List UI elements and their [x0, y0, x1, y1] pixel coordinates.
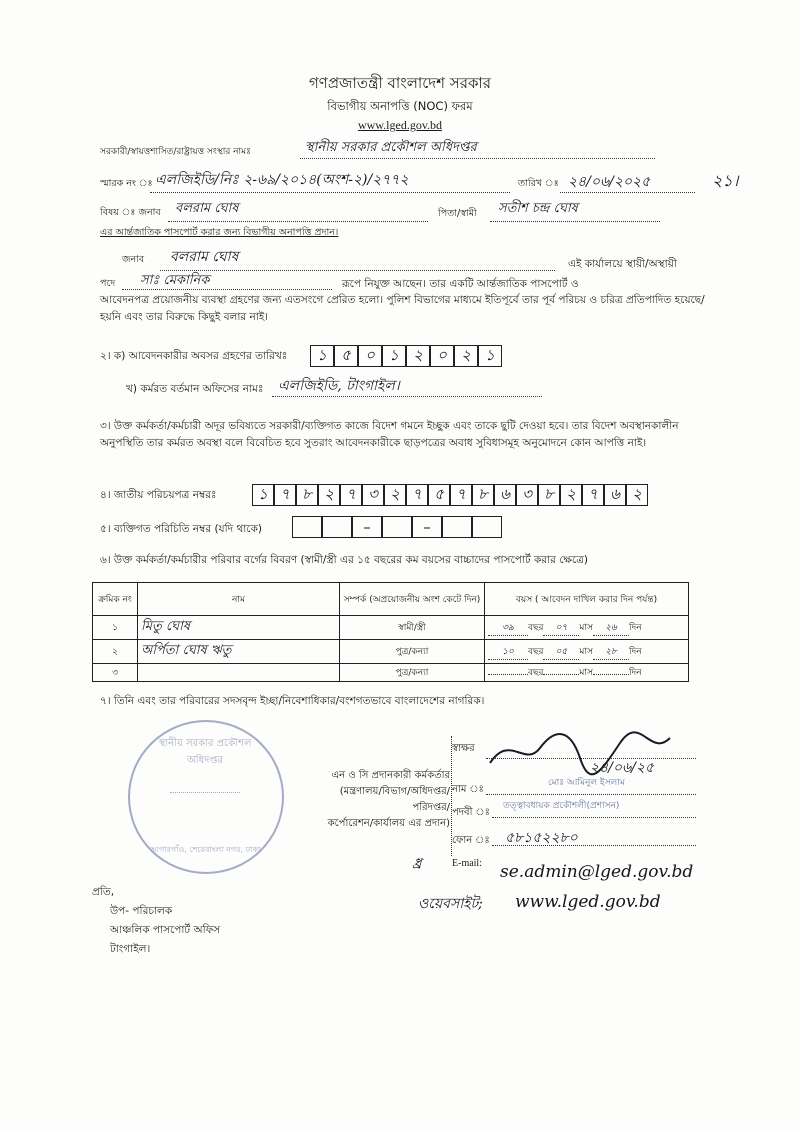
row-serial: ৩: [93, 664, 138, 682]
digit-box: ৭: [450, 484, 472, 506]
digit-box: ২: [318, 484, 340, 506]
digit-box: ৭: [406, 484, 428, 506]
digit-box: ৭: [340, 484, 362, 506]
row-relation: পুত্র/কন্যা: [340, 664, 485, 682]
row-age: [485, 640, 689, 664]
org-value: স্থানীয় সরকার প্রকৌশল অধিদপ্তর: [305, 140, 477, 155]
digit-box: ৬: [604, 484, 626, 506]
age-days: ২৬: [593, 620, 629, 636]
q2b-value: এলজিইডি, টাংগাইল।: [278, 378, 400, 394]
intro-pode: পদে: [100, 278, 116, 289]
digit-box: ৮: [472, 484, 494, 506]
q4-label: ৪। জাতীয় পরিচয়পত্র নম্বরঃ: [100, 489, 217, 501]
digit-box: ১: [478, 345, 502, 367]
intro-name: বলরাম ঘোষ: [170, 249, 239, 265]
q2a-label: ২। ক) আবেদনকারীর অবসর গ্রহণের তারিখঃ: [100, 350, 288, 362]
intro-janab: জনাব: [122, 254, 145, 265]
father-label: পিতা/স্বামী: [438, 208, 477, 219]
authority-line3: কর্পোরেশন/কার্যালয় এর প্রদান): [327, 818, 450, 829]
intro-designation: সাঃ মেকানিক: [140, 273, 210, 288]
digit-box: ৭: [274, 484, 296, 506]
q3-paragraph: ৩। উক্ত কর্মকর্তা/কর্মচারী অদূর ভবিষ্যতে সরকারী/ব্যক্তিগত কাজে বিদেশ গমনে ইচ্ছুক এবং তাকে ছুটি দেওয়া হবে। তার বিদেশ অবস্থানকালীন অনুপস্থিতি তার কর্মরত অবস্থা বলে বিবেচিত হবে সুতরাং আবেদনকারীকে ছাড়পত্রের অবাধ সুবিধাসমূহ অনুমোদনে কোন আপত্তি নাই।: [100, 420, 679, 449]
initial-mark: ধ্র: [412, 856, 422, 872]
unit-year: বছর: [528, 646, 544, 657]
col-serial: ক্রমিক নং: [93, 583, 138, 616]
unit-day: দিন: [628, 646, 642, 657]
phone-label: ফোন ঃ: [452, 835, 490, 846]
retirement-date-boxes: [310, 345, 502, 367]
digit-box: ০: [358, 345, 382, 367]
digit-box: ৫: [334, 345, 358, 367]
digit-box: ২: [626, 484, 648, 506]
digit-box: ৩: [362, 484, 384, 506]
row-serial: ২: [93, 640, 138, 664]
row-relation: পুত্র/কন্যা: [340, 640, 485, 664]
sign-label: স্বাক্ষর: [452, 743, 475, 754]
table-row: [93, 664, 689, 682]
office-seal: [128, 720, 284, 874]
digit-box: ১: [382, 345, 406, 367]
age-days: ২৮: [593, 644, 629, 660]
digit-box: ৭: [582, 484, 604, 506]
website-link[interactable]: www.lged.gov.bd: [357, 118, 443, 132]
digit-box: ১: [252, 484, 274, 506]
unit-year: বছর: [528, 668, 544, 678]
digit-box: ৮: [538, 484, 560, 506]
digit-box: ০: [430, 345, 454, 367]
age-years: ১০: [488, 644, 528, 660]
sign-date: ২৪/০৬/২৫: [590, 760, 655, 776]
age-months: ০৭: [543, 620, 579, 636]
digit-box: [322, 516, 352, 538]
recipient-block: [92, 883, 220, 959]
q2b-label: খ) কর্মরত বর্তমান অফিসের নামঃ: [126, 383, 264, 395]
memo-date: ২৪/০৬/২০২৫: [568, 174, 651, 190]
col-age: বয়স ( আবেদন দাখিল করার দিন পর্যন্ত): [485, 583, 689, 616]
digit-box: [382, 516, 412, 538]
date-label: তারিখ ঃ: [518, 178, 559, 189]
email-label: E-mail:: [452, 858, 482, 869]
q5-label: ৫। ব্যক্তিগত পরিচিতি নম্বর (যদি থাকে): [100, 523, 262, 535]
digit-box: ২: [406, 345, 430, 367]
digit-box: [472, 516, 502, 538]
web-value[interactable]: www.lged.gov.bd: [515, 892, 661, 912]
recipient-to: প্রতি,: [92, 886, 115, 898]
col-relation: সম্পর্ক (অপ্রয়োজনীয় অংশ কেটে দিন): [340, 583, 485, 616]
age-years: [488, 674, 528, 675]
unit-month: মাস: [579, 668, 593, 678]
post-label: পদবী ঃ: [452, 807, 490, 818]
intro-office: এই কার্যালয়ে স্থায়ী/অস্থায়ী: [568, 258, 677, 270]
digit-box: [292, 516, 322, 538]
table-row: [93, 640, 689, 664]
digit-box: [442, 516, 472, 538]
unit-month: মাস: [579, 646, 593, 657]
seal-bottom: আগারগাঁও, শেরেবাংলা নগর, ঢাকা: [149, 845, 261, 854]
digit-box: ২: [454, 345, 478, 367]
page-title: গণপ্রজাতন্ত্রী বাংলাদেশ সরকার: [308, 74, 492, 92]
row-serial: ১: [93, 616, 138, 640]
form-subtitle: বিভাগীয় অনাপত্তি (NOC) ফরম: [327, 99, 473, 113]
row-name: অর্পিতা ঘোষ ঋতু: [138, 640, 340, 664]
row-name: [138, 664, 340, 682]
digit-box: ৩: [516, 484, 538, 506]
digit-box: ১: [310, 345, 334, 367]
digit-box: –: [412, 516, 442, 538]
org-label: সরকারী/স্বায়ত্তশাসিত/রাষ্ট্রায়ত্ত সংস্থার নামঃ: [100, 147, 251, 157]
recipient-line1: উপ- পরিচালক: [110, 905, 173, 917]
digit-box: –: [352, 516, 382, 538]
row-name: মিতু ঘোষ: [138, 616, 340, 640]
unit-day: দিন: [628, 622, 642, 633]
name-value: মোঃ আমিনুল ইসলাম: [548, 778, 625, 788]
row-relation: স্বামী/স্ত্রী: [340, 616, 485, 640]
subject-line2: এর আর্ন্তজাতিক পাসপোর্ট করার জন্য বিভাগীয় অনাপত্তি প্রদান।: [100, 227, 339, 238]
phone-value: ৫৮১৫২২৮০: [505, 830, 578, 846]
authority-line2: (মন্ত্রণালয়/বিভাগ/অধিদপ্তর/পরিদপ্তর/: [339, 786, 450, 813]
table-row: [93, 616, 689, 640]
age-months: ০৫: [543, 644, 579, 660]
father-value: সতীশ চন্দ্র ঘোষ: [498, 201, 578, 216]
digit-box: ২: [560, 484, 582, 506]
memo-number: এলজিইডি/নিঃ ২-৬৯/২০১৪(অংশ-২)/২৭৭২: [155, 172, 409, 188]
memo-label: স্মারক নং ঃ: [100, 178, 153, 189]
q6-label: ৬। উক্ত কর্মকর্তা/কর্মচারীর পরিবার বর্গের বিবরণ (স্বামী/স্ত্রী এর ১৫ বছরের কম বয়সের বাচ্চাদের পাসপোর্ট করার ক্ষেত্রে): [100, 554, 589, 566]
recipient-line2: আঞ্চলিক পাসপোর্ট অফিস: [110, 924, 221, 936]
digit-box: ৬: [494, 484, 516, 506]
seal-text: স্থানীয় সরকার প্রকৌশল অধিদপ্তর: [158, 738, 252, 766]
recipient-line3: টাংগাইল।: [110, 943, 151, 955]
family-table: [92, 582, 689, 682]
unit-month: মাস: [579, 622, 593, 633]
digit-box: ২: [384, 484, 406, 506]
digit-box: ৮: [296, 484, 318, 506]
post-value: তত্ত্বাবধায়ক প্রকৌশলী(প্রশাসন): [503, 801, 620, 811]
authority-line1: এন ও সি প্রদানকারী কর্মকর্তার: [331, 770, 450, 781]
unit-year: বছর: [528, 622, 544, 633]
intro-appointed: রূপে নিযুক্ত আছেন। তার একটি আর্ন্তজাতিক পাসপোর্ট ও: [342, 278, 579, 290]
q7-text: ৭। তিনি এবং তার পরিবারের সদসবৃন্দ ইচ্ছা/নিবেশাধিকার/বংশগতভাবে বাংলাদেশের নাগরিক।: [100, 695, 485, 707]
email-value[interactable]: se.admin@lged.gov.bd: [500, 862, 694, 882]
name-label: নাম ঃ: [452, 784, 484, 795]
col-name: নাম: [138, 583, 340, 616]
unit-day: দিন: [628, 668, 642, 678]
memo-extra: ২১।: [712, 171, 739, 190]
digit-box: ৫: [428, 484, 450, 506]
subject-name: বলরাম ঘোষ: [175, 201, 239, 216]
row-age: [485, 616, 689, 640]
age-months: [543, 674, 579, 675]
web-label: ওয়েবসাইট;: [418, 896, 483, 912]
row-age: [485, 664, 689, 682]
nid-boxes: [252, 484, 648, 506]
subject-label: বিষয় ঃ জনাব: [100, 207, 161, 218]
authority-block: [310, 768, 450, 832]
personal-id-boxes: [292, 516, 502, 538]
age-years: ৩৯: [488, 620, 528, 636]
intro-paragraph: আবেদনপত্র প্রয়োজনীয় ব্যবস্থা গ্রহণের জন্য এতসংগে প্রেরিত হলো। পুলিশ বিভাগের মাধ্যমে ইতিপূর্বে তার পূর্ব পরিচয় ও চরিত্র প্রতিপাদিত হয়েছে/হয়নি এবং তার বিরুদ্ধে কিছুই বলার নাই।: [100, 294, 705, 323]
age-days: [593, 674, 629, 675]
